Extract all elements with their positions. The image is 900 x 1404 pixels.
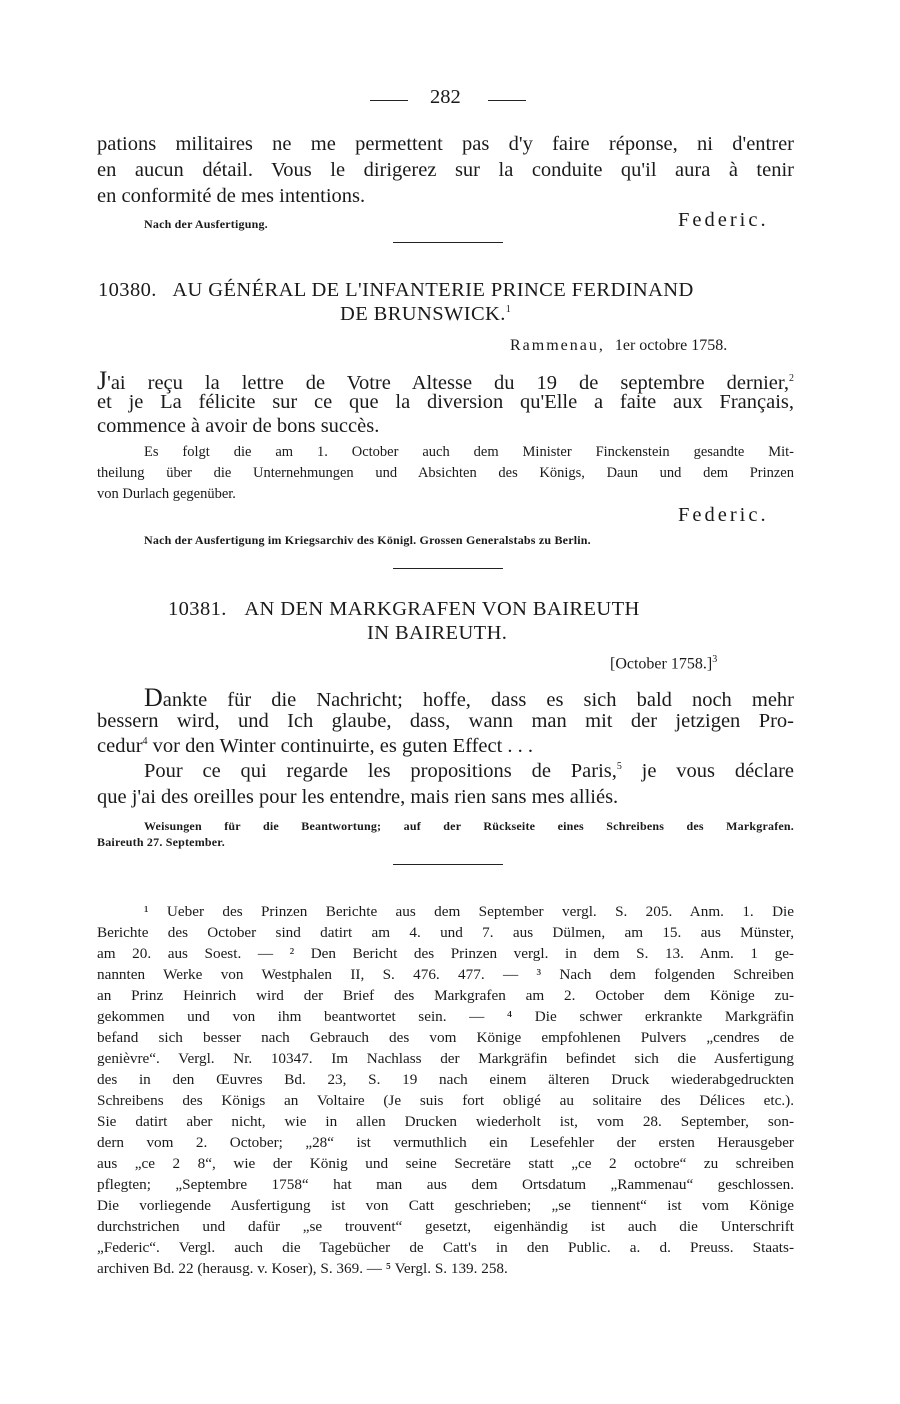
- body-text: vor den Winter continuirte, es guten Effect . . .: [147, 735, 534, 757]
- intro-line: pations militaires ne me permettent pas d'y faire réponse, ni d'entrer: [97, 133, 794, 155]
- signature: Federic.: [678, 504, 769, 526]
- intro-line: en aucun détail. Vous le dirigerez sur la conduite qu'il aura à tenir: [97, 159, 794, 181]
- footnote-line: nannten Werke von Westphalen II, S. 476. 477. — ³ Nach dem folgenden Schreiben: [97, 966, 794, 983]
- initial-letter: J: [97, 366, 108, 395]
- section-divider: [393, 864, 503, 865]
- footnote-line: befand sich besser nach Gebrauch des vom Könige empfohlenen Pulvers „cendres de: [97, 1029, 794, 1046]
- footnote-line: Berichte des October sind datirt am 4. und 7. aus Dülmen, am 15. aus Münster,: [97, 924, 794, 941]
- body-text: 'ai reçu la lettre de Votre Altesse du 19 de septembre dernier,: [107, 372, 789, 394]
- source-note: Baireuth 27. September.: [97, 835, 225, 849]
- body-text: Pour ce qui regarde les propositions de Paris,: [144, 760, 617, 782]
- footnote-line: genièvre“. Vergl. Nr. 10347. Im Nachlass der Markgräfin befindet sich die Ausfertigung: [97, 1050, 794, 1067]
- letter-title-line2: IN BAIREUTH.: [367, 622, 508, 644]
- footnote-line: Die vorliegende Ausfertigung ist von Catt geschrieben; „se tiennent“ ist vom Könige: [97, 1197, 794, 1214]
- footnote-line: des in den Œuvres Bd. 23, S. 19 nach einem älteren Druck wiederabgedruckten: [97, 1071, 794, 1088]
- letter-title-line2: [340, 303, 511, 326]
- footnote-line: an Prinz Heinrich wird der Brief des Markgrafen am 2. October dem Könige zu-: [97, 987, 794, 1004]
- footnote-line: gekommen und von ihm beantwortet sein. — ⁴ Die schwer erkrankte Markgräfin: [97, 1008, 794, 1025]
- letter-body-line: bessern wird, und Ich glaube, dass, wann man mit der jetzigen Pro-: [97, 710, 794, 732]
- letter-heading: [98, 279, 694, 302]
- source-note: Nach der Ausfertigung.: [144, 217, 268, 231]
- page-number: 282: [430, 86, 461, 108]
- letter-heading: [168, 598, 640, 621]
- section-divider: [393, 242, 503, 243]
- section-divider: [393, 568, 503, 569]
- footnote-ref: 4: [142, 736, 148, 748]
- initial-letter: D: [144, 683, 163, 712]
- body-text: cedur: [97, 735, 143, 757]
- letter-title: AU GÉNÉRAL DE L'INFANTERIE PRINCE FERDINAND: [172, 279, 694, 301]
- editorial-remark: Es folgt die am 1. October auch dem Minister Finckenstein gesandte Mit-: [144, 444, 794, 460]
- dateline: [610, 654, 717, 673]
- letter-body-line: que j'ai des oreilles pour les entendre, mais rien sans mes alliés.: [97, 786, 619, 808]
- letter-number: 10380.: [98, 279, 157, 301]
- letter-title: AN DEN MARKGRAFEN VON BAIREUTH: [244, 598, 640, 620]
- footnote-line: Sie datirt aber nicht, wie in allen Drucken wiederholt ist, vom 28. September, son-: [97, 1113, 794, 1130]
- footnote-line: dern vom 2. October; „28“ ist vermuthlich ein Lesefehler der ersten Herausgeber: [97, 1134, 794, 1151]
- place: Rammenau,: [510, 337, 605, 354]
- footnote-line: ¹ Ueber des Prinzen Berichte aus dem September vergl. S. 205. Anm. 1. Die: [144, 903, 794, 920]
- letter-body-line: et je La félicite sur ce que la diversion qu'Elle a faite aux Français,: [97, 391, 794, 413]
- signature: Federic.: [678, 209, 769, 231]
- date: [October 1758.]: [610, 655, 713, 673]
- date: 1er octobre 1758.: [614, 337, 728, 354]
- header-rule-left: [370, 100, 408, 101]
- letter-body-line: [144, 760, 794, 783]
- source-note: Nach der Ausfertigung im Kriegsarchiv des Königl. Grossen Generalstabs zu Berlin.: [144, 533, 591, 547]
- editorial-remark: von Durlach gegenüber.: [97, 486, 236, 502]
- footnote-line: aus „ce 2 8“, wie der König und seine Secretäre statt „ce 2 octobre“ zu schreiben: [97, 1155, 794, 1172]
- body-text: ankte für die Nachricht; hoffe, dass es sich bald noch mehr: [162, 689, 794, 711]
- letter-body-line: [144, 683, 794, 713]
- footnote-ref: 2: [789, 373, 794, 385]
- footnote-ref: 5: [616, 761, 622, 773]
- footnote-line: pflegten; „Septembre 1758“ hat man aus dem Ortsdatum „Rammenau“ geschlossen.: [97, 1176, 794, 1193]
- letter-body-line: [97, 735, 533, 758]
- footnote-line: „Federic“. Vergl. auch die Tagebücher de Catt's in den Public. a. d. Preuss. Staats-: [97, 1239, 794, 1256]
- footnote-line: archiven Bd. 22 (herausg. v. Koser), S. 369. — ⁵ Vergl. S. 139. 258.: [97, 1260, 508, 1277]
- letter-title: DE BRUNSWICK.: [340, 303, 506, 325]
- header-rule-right: [488, 100, 526, 101]
- body-text: je vous déclare: [621, 760, 794, 782]
- footnote-ref: 1: [505, 304, 512, 316]
- intro-line: en conformité de mes intentions.: [97, 185, 366, 207]
- footnote-line: Schreibens des Königs an Voltaire (Je suis fort obligé au solitaire des Délices etc.).: [97, 1092, 794, 1109]
- footnote-line: durchstrichen und dafür „se trouvent“ gesetzt, eigenhändig ist auch die Unterschrift: [97, 1218, 794, 1235]
- letter-number: 10381.: [168, 598, 227, 620]
- dateline: [510, 337, 727, 355]
- editorial-remark: theilung über die Unternehmungen und Absichten des Königs, Daun und dem Prinzen: [97, 465, 794, 481]
- letter-body-line: commence à avoir de bons succès.: [97, 415, 380, 437]
- source-note: Weisungen für die Beantwortung; auf der Rückseite eines Schreibens des Markgrafen.: [144, 819, 794, 833]
- footnote-ref: 3: [712, 654, 718, 665]
- footnote-line: am 20. aus Soest. — ² Den Bericht des Prinzen vergl. in dem S. 13. Anm. 1 ge-: [97, 945, 794, 962]
